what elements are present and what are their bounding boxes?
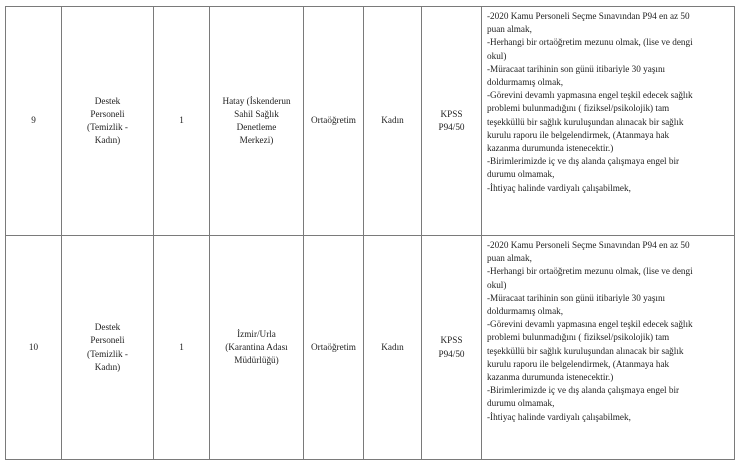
requirement-line: okul) xyxy=(487,50,507,61)
education-cell: Ortaöğretim xyxy=(304,7,364,236)
requirement-line: kazanma durumunda istenecektir.) xyxy=(487,143,614,154)
requirement-line: -2020 Kamu Personeli Seçme Sınavından P94 en az 50 xyxy=(487,11,690,21)
position-title-cell: Destek Personeli (Temizlik - Kadın) xyxy=(62,7,154,236)
requirement-line: durumu olmamak, xyxy=(487,398,555,409)
requirements-cell xyxy=(482,7,735,236)
requirement-line: problemi bulunmadığını ( fiziksel/psikolojik) tam xyxy=(487,332,670,343)
requirement-line: -Herhangi bir ortaöğretim mezunu olmak, (lise ve dengi xyxy=(487,37,693,48)
requirement-line: -Birimlerimizde iç ve dış alanda çalışmaya engel bir xyxy=(487,385,680,396)
exam-score-cell: KPSS P94/50 xyxy=(422,7,482,236)
requirement-line: -Müracaat tarihinin son günü itibariyle 30 yaşını xyxy=(487,292,666,303)
gender-cell: Kadın xyxy=(364,7,422,236)
requirement-line: -2020 Kamu Personeli Seçme Sınavından P94 en az 50 xyxy=(487,240,690,250)
requirement-line: durumu olmamak, xyxy=(487,169,555,180)
positions-table xyxy=(5,6,735,460)
requirement-line: kazanma durumunda istenecektir.) xyxy=(487,372,614,383)
requirement-line: kurulu raporu ile belgelendirmek, (Atanmaya hak xyxy=(487,129,670,140)
requirement-line: okul) xyxy=(487,279,507,290)
requirement-line: kurulu raporu ile belgelendirmek, (Atanmaya hak xyxy=(487,358,670,369)
requirement-line: problemi bulunmadığını ( fiziksel/psikolojik) tam xyxy=(487,103,670,114)
requirement-line: -İhtiyaç halinde vardiyalı çalışabilmek, xyxy=(487,182,631,193)
education-cell: Ortaöğretim xyxy=(304,236,364,460)
table-row xyxy=(6,236,735,460)
table-row xyxy=(6,7,735,236)
requirement-line: -Herhangi bir ortaöğretim mezunu olmak, (lise ve dengi xyxy=(487,266,693,277)
work-unit-cell: Hatay (İskenderun Sahil Sağlık Denetleme Merkezi) xyxy=(210,7,304,236)
requirements-cell xyxy=(482,236,735,460)
row-number-cell: 9 xyxy=(6,7,62,236)
requirement-line: puan almak, xyxy=(487,253,532,264)
requirement-line: -Birimlerimizde iç ve dış alanda çalışmaya engel bir xyxy=(487,156,680,167)
position-count-cell: 1 xyxy=(154,7,210,236)
work-unit-cell: İzmir/Urla (Karantina Adası Müdürlüğü) xyxy=(210,236,304,460)
requirement-line: -Görevini devamlı yapmasına engel teşkil edecek sağlık xyxy=(487,90,693,101)
requirement-line: teşekküllü bir sağlık kuruluşundan alınacak bir sağlık xyxy=(487,116,684,127)
requirement-line: -Görevini devamlı yapmasına engel teşkil edecek sağlık xyxy=(487,319,693,330)
position-title-cell: Destek Personeli (Temizlik - Kadın) xyxy=(62,236,154,460)
requirement-line: puan almak, xyxy=(487,24,532,35)
requirement-line: -Müracaat tarihinin son günü itibariyle 30 yaşını xyxy=(487,63,666,74)
row-number-cell: 10 xyxy=(6,236,62,460)
requirement-line: -İhtiyaç halinde vardiyalı çalışabilmek, xyxy=(487,411,631,422)
position-count-cell: 1 xyxy=(154,236,210,460)
requirement-line: doldurmamış olmak, xyxy=(487,306,564,317)
gender-cell: Kadın xyxy=(364,236,422,460)
exam-score-cell: KPSS P94/50 xyxy=(422,236,482,460)
requirement-line: doldurmamış olmak, xyxy=(487,77,564,88)
requirement-line: teşekküllü bir sağlık kuruluşundan alınacak bir sağlık xyxy=(487,345,684,356)
